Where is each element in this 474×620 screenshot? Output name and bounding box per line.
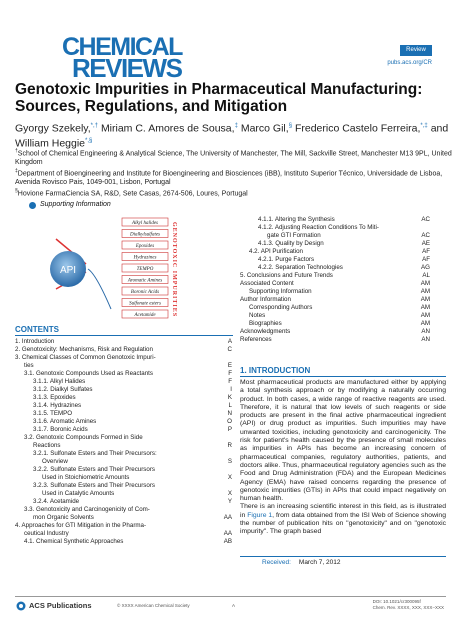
- impurity-class-label: Hydrazines: [133, 255, 157, 261]
- impurity-class-label: Epoxides: [135, 244, 155, 249]
- toc-entry[interactable]: [15, 490, 232, 498]
- supporting-info-icon[interactable]: [29, 202, 36, 209]
- api-label: API: [59, 265, 77, 276]
- toc-entry-title: 3.2.2. Sulfonate Esters and Their Precursors: [33, 466, 155, 473]
- intro-rule: [240, 376, 446, 377]
- page-number: A: [232, 603, 236, 608]
- author-name[interactable]: Marco Gil,: [240, 122, 289, 135]
- toc-entry-page: AF: [422, 256, 430, 263]
- toc-entry-page: F: [228, 378, 232, 385]
- toc-entry-title: mon Organic Solvents: [33, 514, 94, 521]
- toc-entry-title: ceutical Industry: [24, 530, 69, 537]
- toc-entry-page: O: [227, 418, 232, 425]
- toc-entry[interactable]: [240, 280, 430, 288]
- doi-block: [373, 599, 444, 611]
- impurity-class-label: Sulfonate esters: [129, 301, 161, 307]
- toc-entry-title: Biographies: [249, 320, 282, 327]
- introduction-body: Most pharmaceutical products are manufactured either by applying a total synthesis approach or by modifying a naturally occurring product. In both cases, a wide range of reactive reagents are used. Therefore, it is natural that low levels of such reagents or side products are present in the final active pharmaceutical ingredient (API) or drug product as impurities. Such impurities may have unwanted toxicities, including genotoxicity and carcinogenicity. The risk for patient's health caused by the presence of small molecules as impurities in APIs has become an increasing concern of pharmaceutical companies, regulatory authorities, patients, and doctors alike. Thus, pharmaceutical regulatory agencies such as the Food and Drug Administration (FDA) and the European Medicines Agency (EMA) have raised concerns regarding the presence of genotoxic impurities (GTIs) in APIs that could impact negatively on human health. There is an increasing scientific interest in this field, as is illustrated in Figure 1, from data obtained from the ISI Web of Science showing the number of publication hits on "genotoxicity" and on "genotoxic impurity". The graph based: [240, 379, 446, 536]
- toc-entry-page: AM: [420, 288, 430, 295]
- toc-right-column: [240, 216, 430, 344]
- toc-entry-page: A: [227, 338, 232, 345]
- toc-entry-page: S: [227, 458, 232, 465]
- author-list: [15, 120, 455, 149]
- toc-entry[interactable]: [15, 434, 232, 442]
- impurity-class-label: Aromatic Amines: [127, 278, 163, 284]
- toc-entry-title: Acknowledgments: [240, 328, 291, 335]
- received-rule: [240, 556, 446, 557]
- author-name[interactable]: Gyorgy Szekely,: [15, 122, 91, 135]
- toc-entry-page: AN: [421, 336, 430, 343]
- toc-graphic: [36, 214, 214, 324]
- toc-entry-title: 3.1.6. Aromatic Amines: [33, 418, 97, 425]
- publisher-name: ACS Publications: [29, 601, 92, 610]
- toc-entry[interactable]: [240, 272, 430, 280]
- toc-entry[interactable]: [15, 514, 232, 522]
- footer-rule: [15, 596, 446, 597]
- toc-entry-title: 2. Genotoxicity: Mechanisms, Risk and Regulation: [15, 346, 153, 353]
- toc-entry-page: AE: [421, 240, 430, 247]
- doi-link[interactable]: DOI: 10.1021/cr300095f: [372, 599, 421, 604]
- received-date: Received: March 7, 2012: [262, 559, 341, 566]
- toc-entry-page: K: [227, 394, 232, 401]
- toc-entry[interactable]: [240, 264, 430, 272]
- toc-entry[interactable]: [240, 328, 430, 336]
- toc-entry[interactable]: [240, 288, 430, 296]
- toc-entry-title: 3.3. Genotoxicity and Carcinogenicity of Com-: [24, 506, 150, 513]
- toc-entry[interactable]: [240, 232, 430, 240]
- toc-entry-title: gate GTI Formation: [267, 232, 321, 239]
- acs-logo-icon: [16, 601, 26, 611]
- toc-entry[interactable]: [240, 336, 430, 344]
- toc-entry-title: 3.2.1. Sulfonate Esters and Their Precursors:: [33, 450, 157, 457]
- toc-entry-title: 5. Conclusions and Future Trends: [240, 272, 333, 279]
- toc-entry-title: 3.1.4. Hydrazines: [33, 402, 82, 409]
- toc-entry[interactable]: [15, 338, 232, 346]
- impurity-class-label: Dialkylsulfates: [130, 232, 160, 238]
- toc-entry[interactable]: [15, 538, 232, 546]
- toc-entry[interactable]: [15, 530, 232, 538]
- toc-entry-page: I: [230, 386, 232, 393]
- toc-entry-page: R: [227, 442, 232, 449]
- toc-entry-title: 4. Approaches for GTI Mitigation in the Pharma-: [15, 522, 147, 529]
- toc-entry-title: Used in Stoichiometric Amounts: [42, 474, 130, 481]
- toc-entry-page: L: [228, 402, 232, 409]
- toc-entry[interactable]: [240, 296, 430, 304]
- toc-entry-title: 4.2.2. Separation Technologies: [258, 264, 343, 271]
- toc-entry[interactable]: [15, 394, 232, 402]
- genotoxic-impurities-label: GENOTOXIC IMPURITIES: [171, 222, 177, 318]
- toc-entry-title: 4.1.3. Quality by Design: [258, 240, 324, 247]
- toc-entry-page: Y: [227, 498, 232, 505]
- affiliation-1: †School of Chemical Engineering & Analytical Science, The University of Manchester, The Mill, Sackville Street, Manchester M13 9PL, United Kingdom: [15, 148, 452, 167]
- toc-entry-page: P: [227, 426, 232, 433]
- author-affiliation-mark: ‡: [234, 123, 238, 129]
- figure-1-link[interactable]: Figure 1: [247, 511, 273, 519]
- toc-entry-title: 3.1.5. TEMPO: [33, 410, 73, 417]
- toc-entry-page: AN: [421, 328, 430, 335]
- supporting-info-link[interactable]: Supporting Information: [40, 201, 111, 208]
- toc-left-column: [15, 338, 232, 546]
- author-affiliation-mark: §: [288, 123, 293, 129]
- toc-entry[interactable]: [15, 362, 232, 370]
- toc-entry[interactable]: [15, 370, 232, 378]
- toc-entry[interactable]: [15, 450, 232, 458]
- toc-entry-page: AC: [421, 216, 430, 223]
- article-title: Genotoxic Impurities in Pharmaceutical Manufacturing: Sources, Regulations, and Mitigation: [15, 81, 423, 115]
- toc-entry-page: AM: [420, 304, 430, 311]
- toc-entry[interactable]: [15, 466, 232, 474]
- toc-entry-page: AB: [223, 538, 232, 545]
- toc-entry[interactable]: [240, 240, 430, 248]
- impurity-class-label: Alkyl halides: [132, 221, 158, 226]
- impurity-class-label: Acetamide: [134, 313, 156, 318]
- toc-entry-page: AM: [420, 312, 430, 319]
- toc-entry[interactable]: [15, 498, 232, 506]
- toc-entry[interactable]: [15, 458, 232, 466]
- toc-entry-title: Corresponding Authors: [249, 304, 313, 311]
- toc-entry-page: AA: [223, 530, 232, 537]
- toc-entry-title: 4.2.1. Purge Factors: [258, 256, 315, 263]
- journal-logo-line2: REVIEWS: [72, 53, 182, 83]
- toc-entry[interactable]: [15, 426, 232, 434]
- impurity-class-label: Boronic Acids: [130, 290, 160, 295]
- contents-heading: CONTENTS: [15, 325, 59, 334]
- toc-entry[interactable]: [240, 248, 430, 256]
- toc-entry-title: 4.2. API Purification: [249, 248, 303, 255]
- toc-entry[interactable]: [240, 320, 430, 328]
- toc-entry[interactable]: [15, 402, 232, 410]
- author-name[interactable]: Miriam C. Amores de Sousa,: [100, 122, 235, 135]
- article-type-badge: Review: [400, 45, 432, 56]
- journal-logo-line1: CHEMICAL: [62, 33, 182, 61]
- toc-entry-page: E: [227, 362, 232, 369]
- toc-entry[interactable]: [15, 522, 232, 530]
- toc-entry[interactable]: [240, 224, 430, 232]
- author-affiliation-mark: *,§: [85, 137, 93, 144]
- toc-entry-page: AC: [421, 232, 430, 239]
- affiliation-3: §Hovione FarmaCiencia SA, R&D, Sete Casas, 2674-506, Loures, Portugal: [15, 188, 248, 198]
- toc-entry-page: C: [227, 346, 232, 353]
- toc-entry-title: 4.1.1. Altering the Synthesis: [258, 216, 335, 223]
- toc-entry-page: AM: [420, 320, 430, 327]
- toc-entry-title: References: [240, 336, 272, 343]
- toc-entry-page: N: [227, 410, 232, 417]
- toc-entry[interactable]: [240, 304, 430, 312]
- toc-entry[interactable]: [15, 386, 232, 394]
- toc-entry-title: Author Information: [240, 296, 291, 303]
- toc-entry[interactable]: [15, 442, 232, 450]
- toc-entry-title: Supporting Information: [249, 288, 312, 295]
- affiliation-2: ‡Department of Bioengineering and Institute for Bioengineering and Biosciences (iBB), Instituto Superior Técnico, Universidade de Lisboa, Avenida Rovisco Pais, 1049-001, Lisbon, Portugal: [15, 168, 443, 187]
- copyright: © XXXX American Chemical Society: [117, 603, 190, 608]
- section-heading-introduction: 1. INTRODUCTION: [240, 366, 311, 375]
- toc-entry[interactable]: [15, 354, 232, 362]
- toc-entry-title: 3.2.3. Sulfonate Esters and Their Precursors: [33, 482, 155, 489]
- toc-entry-page: X: [227, 490, 232, 497]
- toc-entry-title: Reactions: [33, 442, 61, 449]
- author-name[interactable]: and William Heggie: [15, 122, 449, 149]
- toc-entry-title: 4.1.2. Adjusting Reaction Conditions To Miti-: [258, 224, 379, 231]
- toc-entry-page: AL: [422, 272, 430, 279]
- toc-entry-title: Overview: [42, 458, 68, 465]
- toc-entry-title: ties: [24, 362, 34, 369]
- toc-entry-title: Notes: [249, 312, 266, 319]
- toc-entry[interactable]: [240, 216, 430, 224]
- toc-entry-title: 1. Introduction: [15, 338, 55, 345]
- toc-entry[interactable]: [15, 506, 232, 514]
- contents-rule: [15, 335, 233, 336]
- author-affiliation-mark: *,‡: [420, 123, 428, 129]
- toc-entry-title: 3.1.2. Dialkyl Sulfates: [33, 386, 93, 393]
- toc-entry[interactable]: [240, 312, 430, 320]
- toc-entry-page: AF: [422, 248, 430, 255]
- toc-entry-title: 4.1. Chemical Synthetic Approaches: [24, 538, 124, 545]
- toc-entry[interactable]: [15, 482, 232, 490]
- author-name[interactable]: Frederico Castelo Ferreira,: [294, 122, 421, 135]
- toc-entry[interactable]: [15, 474, 232, 482]
- toc-entry-title: 3.1. Genotoxic Compounds Used as Reactants: [24, 370, 153, 377]
- toc-entry-page: AG: [421, 264, 430, 271]
- journal-reference: Chem. Rev. XXXX, XXX, XXX−XXX: [372, 605, 444, 610]
- toc-entry-title: 3.2.4. Acetamide: [33, 498, 80, 505]
- toc-entry-title: 3. Chemical Classes of Common Genotoxic Impuri-: [15, 354, 156, 361]
- impurity-class-label: TEMPO: [136, 267, 154, 272]
- journal-url-link[interactable]: pubs.acs.org/CR: [387, 60, 432, 66]
- toc-entry-page: X: [227, 474, 232, 481]
- toc-entry[interactable]: [15, 346, 232, 354]
- toc-entry[interactable]: [15, 418, 232, 426]
- toc-entry[interactable]: [240, 256, 430, 264]
- author-affiliation-mark: *,†: [90, 123, 99, 129]
- toc-entry-page: F: [228, 370, 232, 377]
- toc-entry-title: Used in Catalytic Amounts: [42, 490, 115, 497]
- toc-entry-title: Associated Content: [240, 280, 294, 287]
- toc-entry-page: AM: [420, 296, 430, 303]
- toc-entry[interactable]: [15, 410, 232, 418]
- toc-entry-title: 3.1.7. Boronic Acids: [33, 426, 88, 433]
- toc-entry[interactable]: [15, 378, 232, 386]
- toc-entry-title: 3.2. Genotoxic Compounds Formed in Side: [24, 434, 143, 441]
- toc-entry-page: AA: [223, 514, 232, 521]
- toc-entry-title: 3.1.3. Epoxides: [33, 394, 76, 401]
- toc-entry-page: AM: [420, 280, 430, 287]
- toc-entry-title: 3.1.1. Alkyl Halides: [33, 378, 86, 385]
